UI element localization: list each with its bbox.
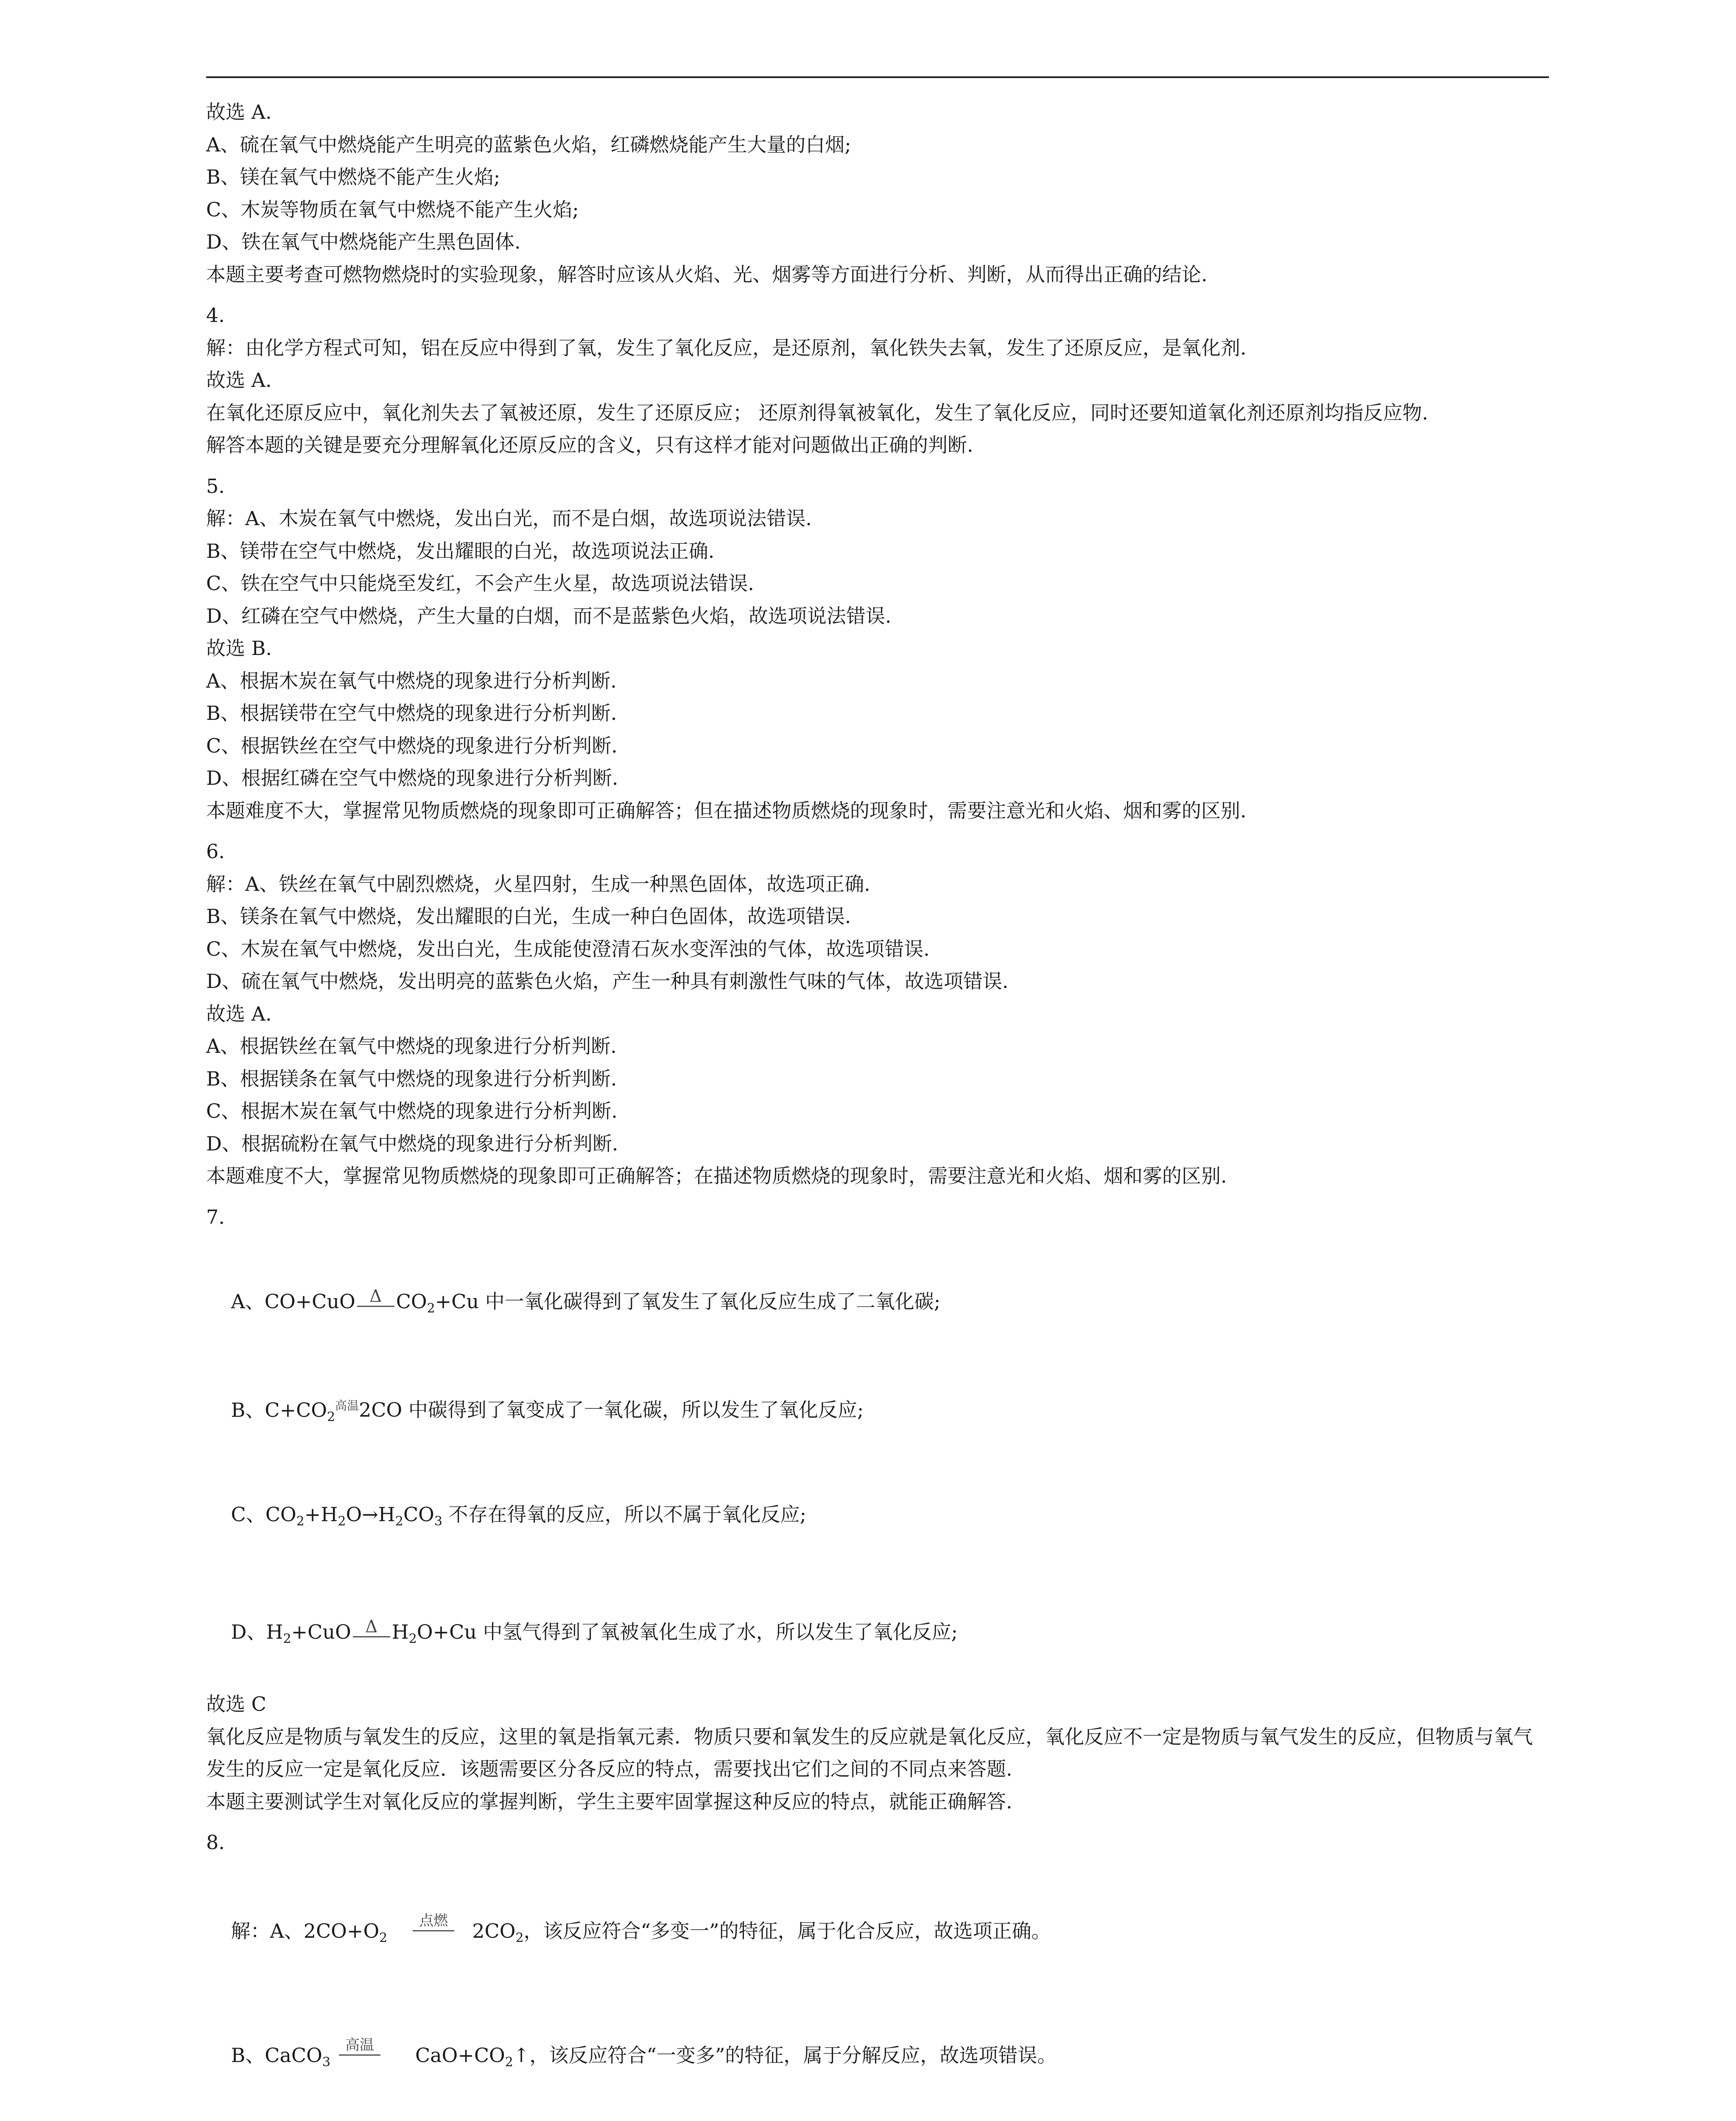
question-number: 4. [206,304,225,327]
question-number: 8. [206,1831,225,1854]
equation-explanation: ，该反应符合“多变一”的特征，属于化合反应，故选项正确。 [523,1920,1051,1943]
high-temp-condition: 高温 [335,1399,359,1413]
equation-reactants: B、CaCO$_3$ [231,2043,330,2070]
ignition-condition: 点燃 [413,1911,454,1931]
equation-explanation: 中一氧化碳得到了氧发生了氧化反应生成了二氧化碳; [485,1290,941,1313]
question-number: 5. [206,474,225,498]
equation-line [206,2006,1551,2111]
text-line: 解：A、木炭在氧气中燃烧，发出白光，而不是白烟，故选项说法错误. [206,507,812,530]
text-line: C、铁在空气中只能烧至发红，不会产生火星，故选项说法错误. [206,572,754,595]
text-line: C、根据铁丝在空气中燃烧的现象进行分析判断. [206,734,618,757]
text-line: 本题难度不大，掌握常见物质燃烧的现象即可正确解答；在描述物质燃烧的现象时，需要注意光和火焰、烟和雾的区别. [206,1164,1227,1187]
text-line: 解：由化学方程式可知，铝在反应中得到了氧，发生了氧化反应，是还原剂，氧化铁失去氧，发生了还原反应，是氧化剂. [206,336,1247,359]
equation-formula: C、$CO_2+H_2O\to H_2CO_3$ [231,1503,442,1529]
text-line: C、根据木炭在氧气中燃烧的现象进行分析判断. [206,1100,618,1122]
equation-line [206,1883,1551,1987]
text-line: D、根据红磷在空气中燃烧的现象进行分析判断. [206,767,618,789]
equation-products: $CO_2+Cu$ [396,1290,485,1316]
text-line: 本题主要测试学生对氧化反应的掌握判断，学生主要牢固掌握这种反应的特点，就能正确解答. [206,1790,1012,1813]
text-line: C、木炭在氧气中燃烧，发出白光，生成能使澄清石灰水变浑浊的气体，故选项错误. [206,937,930,960]
equation-reactants: D、$H_2+CuO$ [231,1620,351,1647]
equation-reactants: B、$C+CO_2$ [231,1398,335,1424]
equation-explanation: 中碳得到了氧变成了一氧化碳，所以发生了氧化反应; [408,1398,864,1421]
equation-explanation: 不存在得氧的反应，所以不属于氧化反应; [448,1503,807,1526]
text-line: 故选 C [206,1693,266,1716]
text-line: 本题难度不大，掌握常见物质燃烧的现象即可正确解答；但在描述物质燃烧的现象时，需要注意光和火焰、烟和雾的区别. [206,799,1247,822]
text-line: A、根据木炭在氧气中燃烧的现象进行分析判断. [206,669,617,692]
text-line: 本题主要考查可燃物燃烧时的实验现象，解答时应该从火焰、光、烟雾等方面进行分析、判断，从而得出正确的结论. [206,263,1208,286]
text-line: A、硫在氧气中燃烧能产生明亮的蓝紫色火焰，红磷燃烧能产生大量的白烟; [206,133,851,156]
text-line: B、镁带在空气中燃烧，发出耀眼的白光，故选项说法正确. [206,539,715,562]
equation-products: $H_2O+Cu$ [391,1620,483,1647]
high-temp-condition: 高温 [339,2036,380,2056]
text-line: D、红磷在空气中燃烧，产生大量的白烟，而不是蓝紫色火焰，故选项说法错误. [206,604,892,627]
text-line: B、镁条在氧气中燃烧，发出耀眼的白光，生成一种白色固体，故选项错误. [206,905,851,928]
text-line: B、镁在氧气中燃烧不能产生火焰; [206,165,500,188]
text-line: B、根据镁带在空气中燃烧的现象进行分析判断. [206,702,617,725]
heat-condition: Δ [353,1617,390,1637]
header-rule [206,76,1549,78]
equation-reactants: A、CO+CuO [231,1290,355,1313]
text-line: 故选 B. [206,637,272,660]
question-number: 6. [206,840,225,863]
text-line: D、根据硫粉在氧气中燃烧的现象进行分析判断. [206,1132,618,1155]
text-line: D、硫在氧气中燃烧，发出明亮的蓝紫色火焰，产生一种具有刺激性气味的气体，故选项错误. [206,970,1009,993]
equation-products: $2CO_2$ [472,1920,524,1946]
equation-explanation: 中氢气得到了氧被氧化生成了水，所以发生了氧化反应; [483,1620,958,1643]
equation-products: $CaO+CO_2↑$ [415,2043,530,2070]
text-line: 故选 A. [206,369,272,392]
text-line: D、铁在氧气中燃烧能产生黑色固体. [206,230,521,253]
equation-explanation: ，该反应符合“一变多”的特征，属于分解反应，故选项错误。 [529,2043,1057,2067]
question-number: 7. [206,1205,225,1228]
equation-line [206,1253,1551,1357]
equation-line [206,1583,1551,1688]
equation-products: 2CO [359,1398,408,1421]
text-line: 解：A、铁丝在氧气中剧烈燃烧，火星四射，生成一种黑色固体，故选项正确. [206,872,870,895]
text-line: 故选 A. [206,101,272,123]
document-body [206,96,1551,2121]
text-line: 解答本题的关键是要充分理解氧化还原反应的含义，只有这样才能对问题做出正确的判断. [206,434,973,456]
text-line: 在氧化还原反应中，氧化剂失去了氧被还原，发生了还原反应； 还原剂得氧被氧化，发生了氧化反应，同时还要知道氧化剂还原剂均指反应物. [206,401,1428,424]
equation-reactants: 解：A、$2CO+O_2$ [231,1920,388,1946]
text-line: A、根据铁丝在氧气中燃烧的现象进行分析判断. [206,1035,617,1058]
text-line: 氧化反应是物质与氧发生的反应，这里的氧是指氧元素．物质只要和氧发生的反应就是氧化反应，氧化反应不一定是物质与氧气发生的反应，但物质与氧气发生的反应一定是氧化反应．该题需要区分各反应的特点，需要找出它们之间的不同点来答题. [206,1725,1533,1781]
text-line: C、木炭等物质在氧气中燃烧不能产生火焰; [206,198,579,221]
text-line: 故选 A. [206,1002,272,1025]
heat-condition: Δ [357,1287,394,1307]
equation-line [206,1466,1551,1571]
text-line: B、根据镁条在氧气中燃烧的现象进行分析判断. [206,1067,617,1090]
equation-line [206,1357,1551,1466]
